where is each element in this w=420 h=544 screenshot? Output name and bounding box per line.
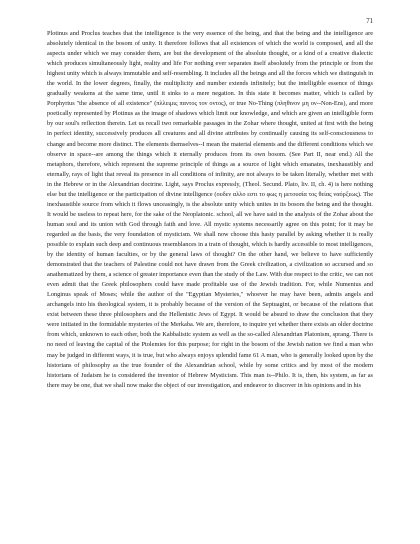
body-paragraph: Plotinus and Proclus teaches that the intelligence is the very essence of the being, and that the being and the intelligence are absolutely identical in the bosom of unity. It therefore follows that all existences of which the world is composed, and all the aspects under which we may consider them, are but the development of the absolute thought, or a kind of a creative dialectic which produces simultaneously light, reality and life For nothing ever separates itself absolutely from the principle or from the highest unity which is always immutable and self-resembling. It includes all the beings and all the forces which we distinguish in the world. In the lower degrees, finally, the multiplicity and number extends infinitely; but the intelligible essence of things gradually weakens at the same time, until it sinks to a mere negation. In this state it becomes matter, which is called by Porphyrius "the absence of all existence" (πλλειμις παντος τον οντος), or true No-Thing (πληθινον μη ον--Non-Ens), and more poetically represented by Plotinus as the image of shadows which limit our knowledge, and which are given an intelligible form by our soul's reflection therein. Let us recall two remarkable passages in the Zohar where thought, united at first with the being in perfect identity, successively produces all creatures and all divine attributes by continually causing its self-consciousness to change and become more distinct. The elements themselves--I mean the material elements and the different conditions which we observe in space--are among the things which it eternally produces from its own bosom. (See Part II, near end.) All the metaphors, therefore, which represent the supreme principle of things as a source of light which emanates, inexhaustibly and eternally, rays of light that reveal its presence in all conditions of infinity, are not always to be taken literally, whether met with in the Hebrew or in the Alexandrian doctrine. Light, says Proclus expressly, (Theol. Secund. Plato, liv. II, ch. 4) is here nothing else but the intelligence or the participation of divine intelligence (ουδεν αλλο εστι το φως η μετουσία τος θείας ναόρξεως). The inexhaustible source from which it flows unceasingly, is the absolute unity which unites in its bosom the being and the thought. It would be useless to repeat here, for the sake of the Neoplatonic. school, all we have said in the analysis of the Zohar about the human soul and its union with God through faith and love. All mystic systems necessarily agree on this point; for it may be regarded as the basis, the very foundation of mysticism. We shall now choose this hasty parallel by asking whether it is really possible to explain such deep and continuous resemblances in a train of thought, which is hardly accessible to most intelligences, by the identity of human faculties, or by the general laws of thought? On the other hand, we believe to have sufficiently demonstrated that the teachers of Palestine could not have drawn from the Greek civilization, a civilization so accursed and so anathematized by them, a science of greater importance even than the study of the Law. With due respect to the critic, we can not even admit that the Greek philosophers could have made profitable use of the Jewish tradition. For, while Numenius and Longinus speak of Moses; while the author of the "Egyptian Mysteries," whoever he may have been, admits angels and archangels into his theological system, it is probably because of the version of the Septuagint, or because of the relations that exist between these three philosophers and the Hellenistic Jews of Egypt. It would be absurd to draw the conclusion that they were initiated in the formidable mysteries of the Merkaba. We are, therefore, to inquire yet whether there exists an older doctrine from which, unknown to each other, both the Kabbalistic system as well as the so-called Alexandrian Platonism, sprang. There is no need of leaving the capital of the Ptolemies for this purpose; for right in the bosom of the Jewish nation we find a man who may be judged in different ways, it is true, but who always enjoys splendid fame 61 A man, who is generally looked upon by the historians of philosophy as the true founder of the Alexandrian school, while by some critics and by most of the modern historians of Judaism he is considered the inventor of Hebrew Mysticism. This man is--Philo. It is, then, his system, as far as there may be one, that we shall now make the object of our investigation, and endeavor to discover in his opinions and in his — [47, 30, 373, 389]
page-number: 71 — [366, 18, 373, 25]
